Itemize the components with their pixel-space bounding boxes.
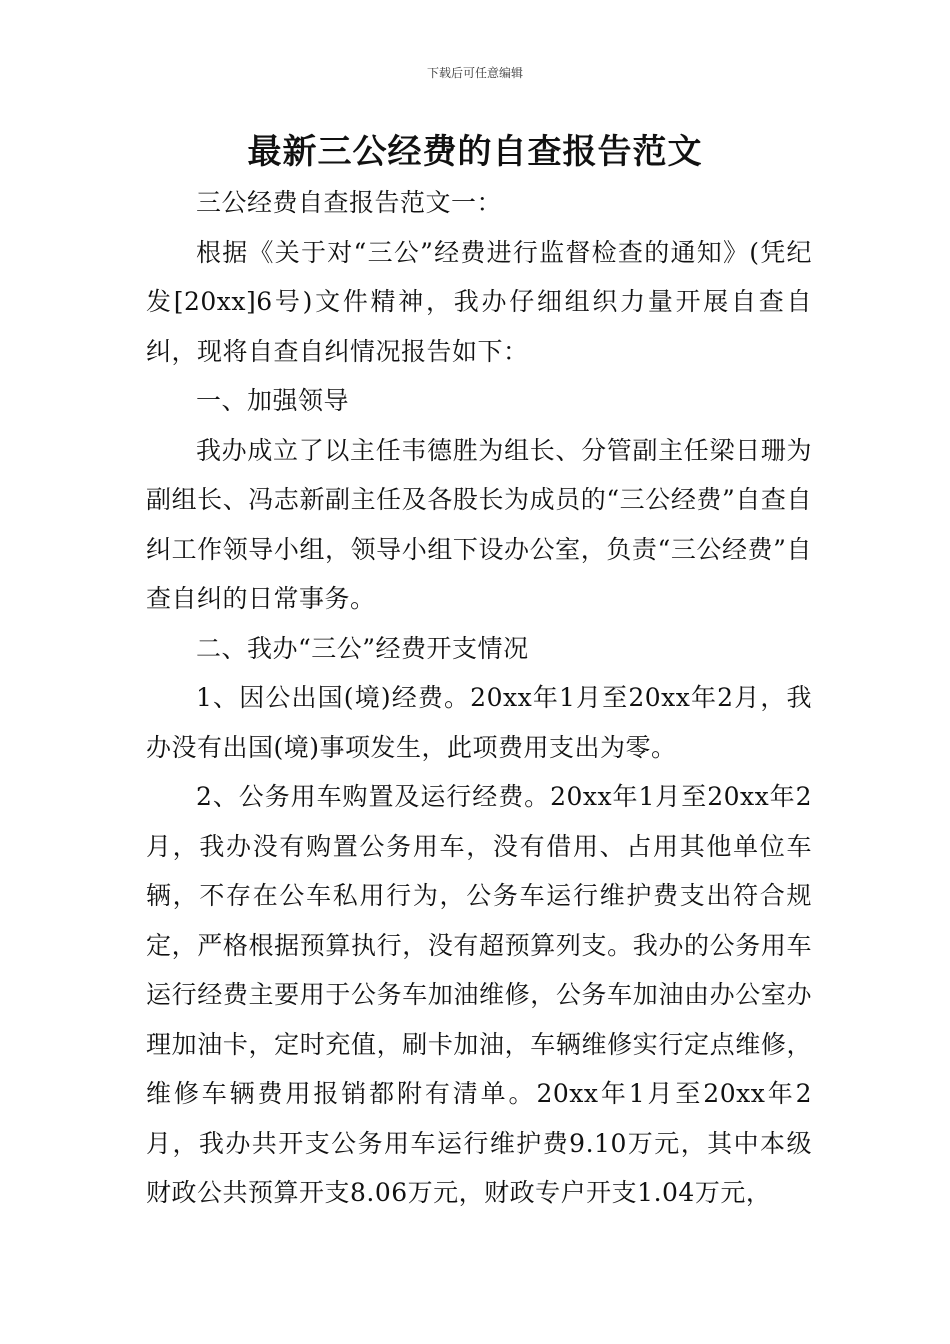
section-heading-expenses: 二、我办“三公”经费开支情况 bbox=[196, 633, 529, 663]
paragraph-vehicles: 2、公务用车购置及运行经费。20xx年1月至20xx年2月，我办没有购置公务用车，没有借用、占用其他单位车辆，不存在公车私用行为，公务车运行维护费支出符合规定，严格根据预算执行，没有超预算列支。我办的公务用车运行经费主要用于公务车加油维修，公务车加油由办公室办理加油卡，定时充值，刷卡加油，车辆维修实行定点维修，维修车辆费用报销都附有清单。20xx年1月至20xx年2月，我办共开支公务用车运行维护费9.10万元，其中本级财政公共预算开支8.06万元，财政专户开支1.04万元， bbox=[146, 782, 812, 1207]
paragraph-travel-abroad: 1、因公出国(境)经费。20xx年1月至20xx年2月，我办没有出国(境)事项发生，此项费用支出为零。 bbox=[146, 683, 812, 762]
header-note: 下载后可任意编辑 bbox=[426, 66, 523, 80]
paragraph-leadership: 我办成立了以主任韦德胜为组长、分管副主任梁日珊为副组长、冯志新副主任及各股长为成员的“三公经费”自查自纠工作领导小组，领导小组下设办公室，负责“三公经费”自查自纠的日常事务。 bbox=[146, 435, 812, 613]
section-heading-leadership: 一、加强领导 bbox=[196, 386, 350, 415]
paragraph-intro: 三公经费自查报告范文一： bbox=[196, 188, 503, 217]
paragraph-basis: 根据《关于对“三公”经费进行监督检查的通知》(凭纪发[20xx]6号)文件精神，我办仔细组织力量开展自查自纠，现将自查自纠情况报告如下： bbox=[146, 237, 812, 366]
document-body bbox=[146, 178, 812, 1218]
document-title: 最新三公经费的自查报告范文 bbox=[247, 132, 703, 172]
